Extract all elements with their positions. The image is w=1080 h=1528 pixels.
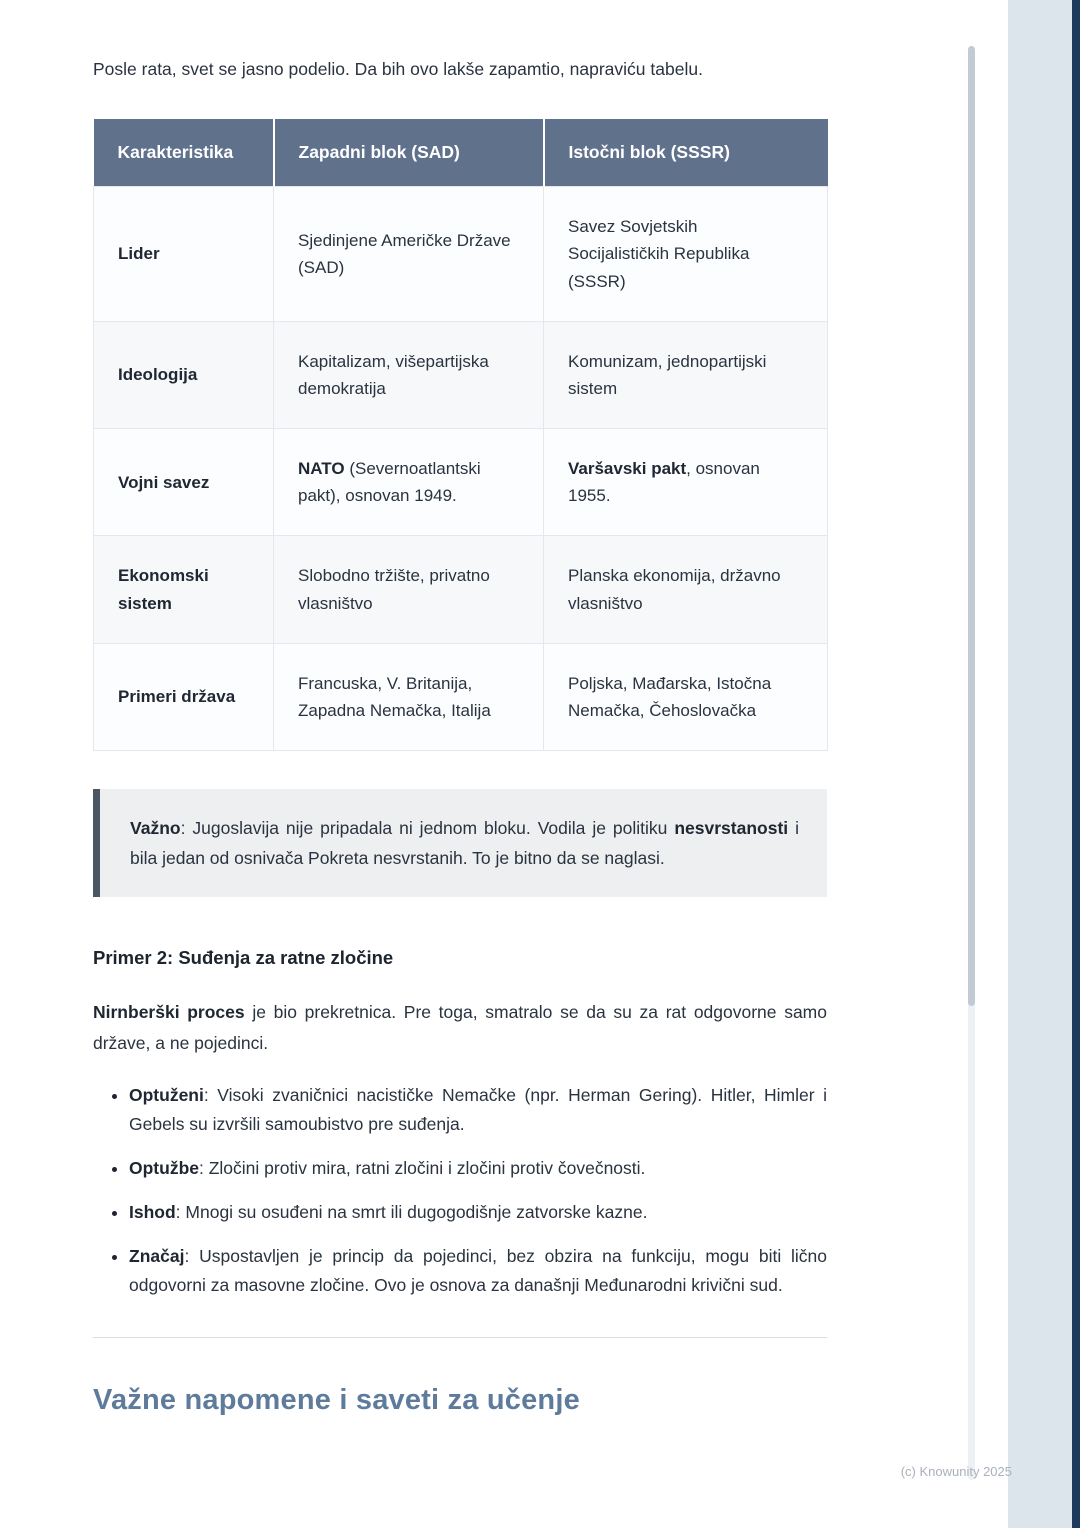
comparison-table (93, 119, 828, 751)
document-page (93, 0, 827, 1418)
table-cell-west (274, 187, 544, 322)
paragraph-text: je bio prekretnica. Pre toga, smatralo se da su za rat odgovorne samo države, a ne pojedinci. (93, 1002, 827, 1053)
list-item-term: Optuženi (129, 1084, 204, 1105)
cell-text: Slobodno tržište, privatno vlasništvo (298, 566, 490, 613)
table-cell-west (274, 536, 544, 643)
cell-text: Komunizam, jednopartijski sistem (568, 351, 767, 398)
table-cell-east (544, 429, 828, 536)
table-cell-label: Ekonomski sistem (94, 536, 274, 643)
section-heading: Primer 2: Suđenja za ratne zločine (93, 947, 394, 969)
table-header-zapadni-blok: Zapadni blok (SAD) (274, 119, 544, 187)
cell-bold-text: NATO (298, 459, 345, 479)
table-cell-east (544, 536, 828, 643)
list-item (129, 1154, 827, 1184)
viewer-background-panel (1008, 0, 1072, 1528)
important-callout (93, 789, 827, 897)
table-row (94, 643, 828, 750)
table-cell-label: Ideologija (94, 321, 274, 428)
table-cell-label: Primeri država (94, 643, 274, 750)
table-cell-label: Lider (94, 187, 274, 322)
bullet-list (93, 1081, 827, 1302)
list-item-term: Ishod (129, 1201, 176, 1222)
table-row (94, 536, 828, 643)
list-item-text: : Visoki zvaničnici nacističke Nemačke (npr. Herman Gering). Hitler, Himler i Gebels su izvršili samoubistvo pre suđenja. (129, 1084, 827, 1135)
cell-text: Francuska, V. Britanija, Zapadna Nemačka, Italija (298, 673, 491, 720)
intro-paragraph: Posle rata, svet se jasno podelio. Da bih ovo lakše zapamtio, napraviću tabelu. (93, 59, 703, 79)
table-header-row (94, 119, 828, 187)
list-item-text: : Zločini protiv mira, ratni zločini i zločini protiv čovečnosti. (199, 1158, 646, 1179)
table-row (94, 187, 828, 322)
paragraph-bold: Nirnberški proces (93, 1002, 245, 1023)
table-cell-west (274, 429, 544, 536)
callout-bold: Važno (130, 818, 181, 839)
table-row (94, 321, 828, 428)
list-item-text: : Mnogi su osuđeni na smrt ili dugogodišnje zatvorske kazne. (175, 1201, 648, 1222)
cell-text: Kapitalizam, višepartijska demokratija (298, 351, 489, 398)
callout-text: i bila jedan od osnivača Pokreta nesvrstanih. To je bitno da se naglasi. (130, 818, 800, 869)
table-cell-east (544, 187, 828, 322)
cell-text: Sjedinjene Američke Države (SAD) (298, 230, 511, 277)
table-header-karakteristika: Karakteristika (94, 119, 274, 187)
cell-text: Savez Sovjetskih Socijalističkih Republika (SSSR) (568, 217, 750, 291)
section-paragraph (93, 997, 827, 1058)
table-cell-east (544, 643, 828, 750)
cell-text: Poljska, Mađarska, Istočna Nemačka, Čehoslovačka (568, 673, 772, 720)
cell-text: , osnovan 1955. (568, 459, 760, 506)
section-divider (93, 1337, 827, 1338)
list-item-term: Značaj (129, 1245, 185, 1266)
scrollbar-thumb[interactable] (968, 46, 975, 1006)
table-cell-west (274, 321, 544, 428)
page-title: Važne napomene i saveti za učenje (93, 1384, 580, 1417)
table-cell-label: Vojni savez (94, 429, 274, 536)
table-cell-east (544, 321, 828, 428)
list-item (129, 1242, 827, 1302)
list-item (129, 1198, 827, 1228)
table-header-istocni-blok: Istočni blok (SSSR) (544, 119, 828, 187)
list-item-term: Optužbe (129, 1158, 199, 1179)
list-item (129, 1081, 827, 1141)
callout-text: : Jugoslavija nije pripadala ni jednom bloku. Vodila je politiku (180, 818, 675, 839)
table-row (94, 429, 828, 536)
cell-text: Planska ekonomija, državno vlasništvo (568, 566, 781, 613)
viewer-edge-strip (1072, 0, 1080, 1528)
cell-text: (Severnoatlantski pakt), osnovan 1949. (298, 459, 481, 506)
watermark: (c) Knowunity 2025 (900, 1464, 1012, 1479)
callout-bold: nesvrstanosti (674, 818, 789, 839)
table-cell-west (274, 643, 544, 750)
list-item-text: : Uspostavljen je princip da pojedinci, bez obzira na funkciju, mogu biti lično odgovorni za masovne zločine. Ovo je osnova za današnji Međunarodni krivični sud. (129, 1245, 827, 1296)
cell-bold-text: Varšavski pakt (568, 459, 687, 479)
